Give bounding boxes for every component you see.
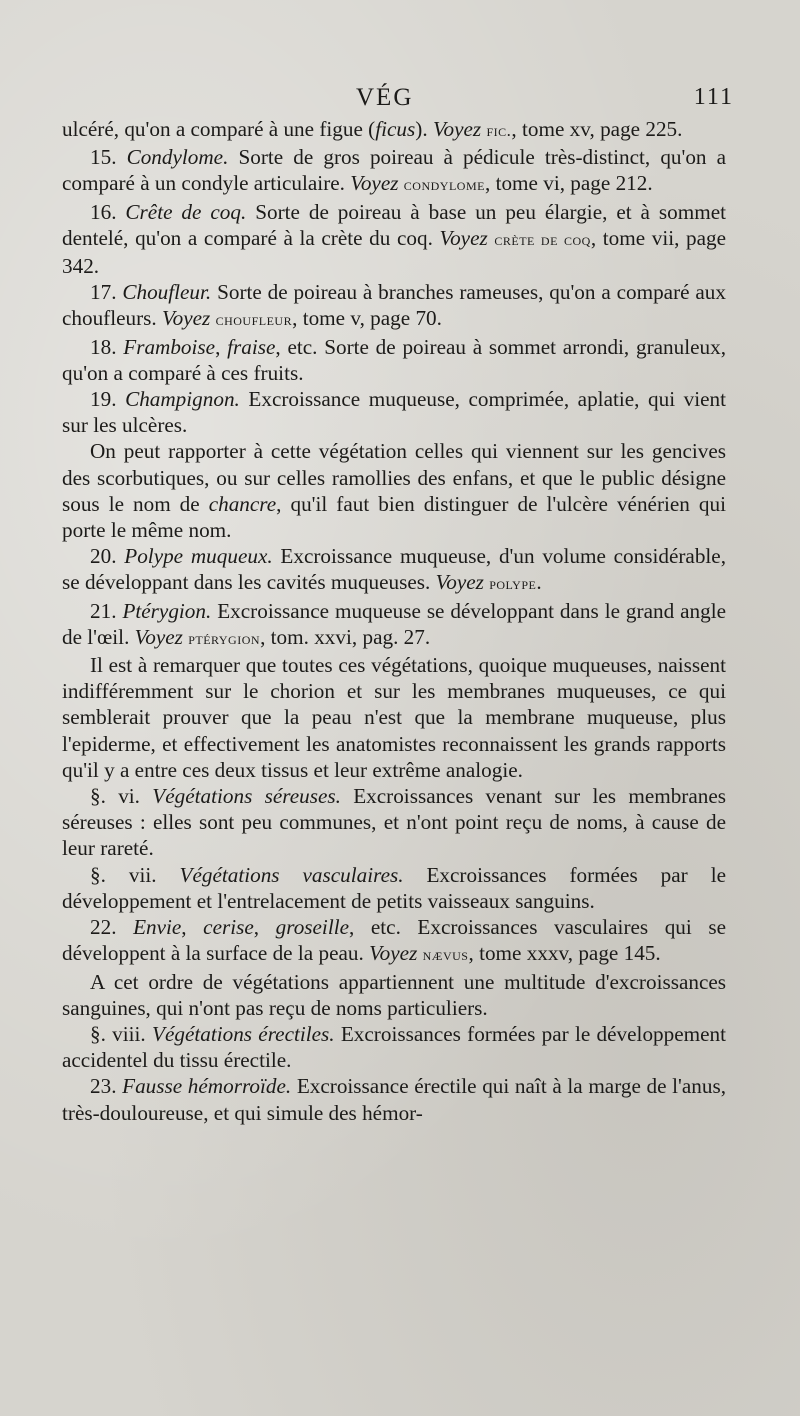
paragraph — [62, 969, 726, 1021]
text-run: ). — [415, 117, 433, 141]
text-run: , qu'il faut bien distinguer de l'ulcère vénérien qui porte le même nom. — [62, 491, 726, 543]
paragraph — [62, 199, 726, 280]
text-run: §. vi. — [90, 784, 153, 809]
italic-text: Végétations érectiles. — [152, 1021, 335, 1046]
paragraph — [62, 279, 726, 333]
paragraph — [62, 862, 726, 914]
text-run: Excroissance muqueuse se développant dans le grand angle de l'œil. — [62, 598, 726, 649]
text-run: Excroissance muqueuse, comprimée, aplatie, qui vient sur les ulcères. — [62, 387, 727, 438]
text-run: , etc. Sorte de poireau à sommet arrondi, granuleux, qu'on a comparé à ces fruits. — [62, 334, 727, 385]
paragraph — [62, 116, 726, 144]
text-run: Sorte de poireau à base un peu élargie, et à sommet dentelé, qu'on a comparé à la crète du coq. — [62, 199, 726, 250]
small-caps-text: ptérygion — [188, 628, 261, 648]
text-run: , etc. Excroissances vasculaires qui se développent à la surface de la peau. — [62, 915, 727, 966]
small-caps-text: condylome — [403, 175, 485, 195]
text-run: , — [181, 915, 204, 940]
italic-text: chancre — [208, 491, 277, 516]
text-run: Sorte de poireau à branches rameuses, qu'on a comparé aux choufleurs. — [62, 280, 726, 331]
italic-text: fraise — [227, 334, 276, 359]
text-run: 19. — [90, 387, 126, 412]
text-run: Excroissances formées par le développement et l'entrelacement de petits vaisseaux sanguins. — [62, 862, 726, 913]
text-run: Excroissance érectile qui naît à la marge de l'anus, très-douloureuse, et qui simule des hémor- — [62, 1074, 726, 1125]
text-run: , — [215, 334, 228, 359]
paragraph — [62, 334, 726, 386]
italic-text: cerise — [203, 915, 254, 940]
text-run: , tome xxxv, page 145. — [468, 941, 661, 966]
paragraph — [62, 543, 726, 597]
page-number: 111 — [693, 84, 734, 110]
italic-text: Envie — [133, 915, 182, 940]
paragraph — [62, 438, 726, 543]
paragraph — [62, 783, 726, 862]
running-head: VÉG — [356, 84, 414, 111]
italic-text: groseille — [275, 915, 349, 940]
paragraph — [62, 386, 726, 438]
italic-text: Voyez — [439, 225, 488, 250]
italic-text: Ptérygion. — [122, 598, 212, 623]
italic-text: Voyez — [134, 624, 183, 649]
text-run: , tome xv, page 225. — [511, 117, 683, 141]
text-run: 20. — [90, 544, 125, 569]
text-run: Excroissances venant sur les membranes séreuses : elles sont peu communes, et n'ont point reçu de noms, à cause de leur rareté. — [62, 784, 727, 861]
text-run: 15. — [90, 145, 127, 170]
text-run: , tome vii, page 342. — [62, 225, 727, 279]
paragraph — [62, 1021, 726, 1073]
small-caps-text: nævus — [422, 945, 469, 965]
text-run: On peut rapporter à cette végétation celles qui viennent sur les gencives des scorbutiques, ou sur celles ramollies des enfans, et que le public désigne sous le nom de — [62, 439, 726, 516]
small-caps-text: polype — [489, 574, 537, 594]
text-run: 16. — [90, 199, 126, 224]
italic-text: Champignon. — [125, 387, 240, 412]
text-run: , tom. xxvi, pag. 27. — [260, 624, 431, 649]
italic-text: Fausse hémorroïde. — [122, 1074, 292, 1099]
italic-text: Voyez — [435, 570, 484, 595]
italic-text: ficus — [375, 117, 416, 141]
text-run: , tome vi, page 212. — [484, 171, 653, 196]
text-run: . — [536, 570, 542, 595]
text-run: ulcéré, qu'on a comparé à une figue ( — [62, 117, 376, 141]
page-header — [0, 84, 800, 116]
italic-text: Végétations vasculaires. — [179, 862, 404, 887]
italic-text: Condylome. — [126, 145, 229, 170]
text-run: Sorte de gros poireau à pédicule très-distinct, qu'on a comparé à un condyle articulaire. — [62, 145, 726, 196]
italic-text: Voyez — [369, 941, 418, 966]
text-run: 17. — [90, 280, 123, 305]
paragraph — [62, 1073, 726, 1125]
text-run: 21. — [90, 598, 123, 623]
italic-text: Végétations séreuses. — [152, 784, 341, 809]
italic-text: Voyez — [432, 117, 482, 141]
italic-text: Choufleur. — [122, 280, 212, 305]
italic-text: Framboise — [123, 334, 216, 359]
paragraph — [62, 914, 726, 968]
text-run: 22. — [90, 915, 134, 940]
italic-text: Voyez — [350, 171, 399, 196]
small-caps-text: choufleur — [215, 310, 293, 330]
text-run: Excroissance muqueuse, d'un volume considérable, se développant dans les cavités muqueuses. — [62, 544, 727, 595]
text-body — [62, 116, 726, 1126]
italic-text: Polype muqueux. — [124, 544, 273, 569]
text-run: Excroissances formées par le développement accidentel du tissu érectile. — [62, 1021, 726, 1073]
paragraph — [62, 652, 726, 783]
paragraph — [62, 598, 726, 652]
text-run: §. vii. — [90, 862, 180, 887]
italic-text: Voyez — [162, 306, 211, 331]
text-run: 18. — [90, 334, 124, 359]
text-run: , tome v, page 70. — [292, 306, 442, 331]
text-run: Il est à remarquer que toutes ces végétations, quoique muqueuses, naissent indifféremment sur le chorion et sur les membranes muqueuses, ce qui semblerait prouver que la peau n'est que la membrane muqueuse, plus l'epiderme, et effectivement les anatomistes reconnaissent les grands rapports qu'il y a entre ces deux tissus et leur extrême analogie. — [62, 653, 726, 782]
text-run: 23. — [90, 1074, 123, 1099]
text-run: A cet ordre de végétations appartiennent une multitude d'excroissances sanguines, qui n'ont pas reçu de noms particuliers. — [62, 969, 726, 1020]
small-caps-text: fic. — [486, 121, 512, 140]
text-run: , — [253, 915, 276, 940]
text-run: §. viii. — [90, 1021, 152, 1046]
small-caps-text: crète de coq — [494, 229, 591, 249]
italic-text: Crête de coq. — [125, 199, 247, 224]
paragraph — [62, 144, 726, 198]
